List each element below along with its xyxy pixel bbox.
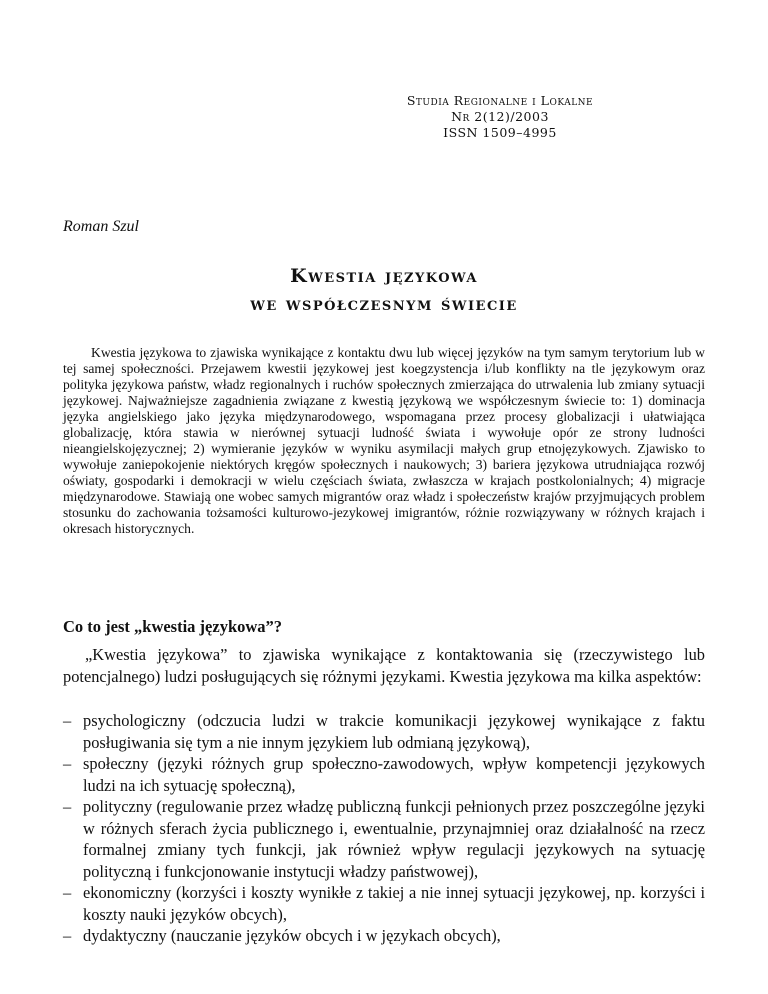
journal-issue: Nr 2(12)/2003 <box>451 109 549 124</box>
journal-issn: ISSN 1509–4995 <box>443 125 557 140</box>
aspect-text: dydaktyczny (nauczanie języków obcych i w językach obcych), <box>83 926 501 945</box>
list-item <box>63 882 705 925</box>
dash-marker: – <box>63 926 72 945</box>
aspect-text: społeczny (języki różnych grup społeczno-zawodowych, wpływ kompetencji językowych ludzi na ich sytuację społeczną), <box>83 754 705 795</box>
aspect-text: ekonomiczny (korzyści i koszty wynikłe z takiej a nie innej sytuacji językowej, np. korzyści i koszty nauki języków obcych), <box>83 883 705 924</box>
list-item <box>63 753 705 796</box>
dash-marker: – <box>63 754 72 773</box>
article-title <box>63 262 705 318</box>
title-line-1: Kwestia językowa <box>290 265 478 287</box>
title-line-2: we współczesnym świecie <box>250 293 518 315</box>
section-intro: „Kwestia językowa” to zjawiska wynikające z kontaktowania się (rzeczywistego lub potencjalnego) ludzi posługujących się różnymi językami. Kwestia językowa ma kilka aspektów: <box>63 645 705 686</box>
abstract: Kwestia językowa to zjawiska wynikające z kontaktu dwu lub więcej języków na tym samym terytorium lub w tej samej społeczności. Przejawem kwestii językowej jest koegzystencja i/lub konflikty na tle językowym oraz polityka językowa państw, władz regionalnych i ruchów społecznych zmierzająca do utrwalenia lub zmiany sytuacji językowej. Najważniejsze zagadnienia związane z kwestią językową we współczesnym świecie to: 1) dominacja języka angielskiego jako języka międzynarodowego, wspomagana przez procesy globalizacji i ułatwiająca globalizację, która stawia w nierównej sytuacji ludność świata i wywołuje opór ze strony ludności nieangielskojęzycznej; 2) wymieranie języków w wyniku asymilacji małych grup etnojęzykowych. Zjawisko to wywołuje zaniepokojenie niektórych kręgów społecznych i naukowych; 3) bariera językowa utrudniająca rozwój oświaty, gospodarki i demokracji w wielu częściach świata, zwłaszcza w krajach postkolonialnych; 4) migracje międzynarodowe. Stawiają one wobec samych migrantów oraz władz i społeczeństw krajów przyjmujących problem stosunku do zachowania tożsamości kulturowo-jezykowej imigrantów, różnie rozwiązywany w różnych krajach i okresach historycznych. <box>63 345 705 536</box>
list-item <box>63 710 705 753</box>
aspect-text: polityczny (regulowanie przez władzę publiczną funkcji pełnionych przez poszczególne języki w różnych sferach życia publicznego i, ewentualnie, przynajmniej oraz działalność na rzecz formalnej zmiany tych funkcji, jak również wpływ regulacji językowych na sytuację polityczną i funkcjonowanie instytucji władzy państwowej), <box>83 797 705 881</box>
journal-name: Studia Regionalne i Lokalne <box>406 93 594 108</box>
aspects-list <box>63 710 705 947</box>
dash-marker: – <box>63 711 72 730</box>
journal-header <box>330 93 670 141</box>
dash-marker: – <box>63 883 72 902</box>
section-heading: Co to jest „kwestia językowa”? <box>63 617 283 636</box>
list-item <box>63 925 705 947</box>
aspect-text: psychologiczny (odczucia ludzi w trakcie komunikacji językowej wynikające z faktu posługiwania się tym a nie innym językiem lub odmianą językową), <box>83 711 705 752</box>
dash-marker: – <box>63 797 72 816</box>
author-name: Roman Szul <box>63 218 139 235</box>
list-item <box>63 796 705 882</box>
